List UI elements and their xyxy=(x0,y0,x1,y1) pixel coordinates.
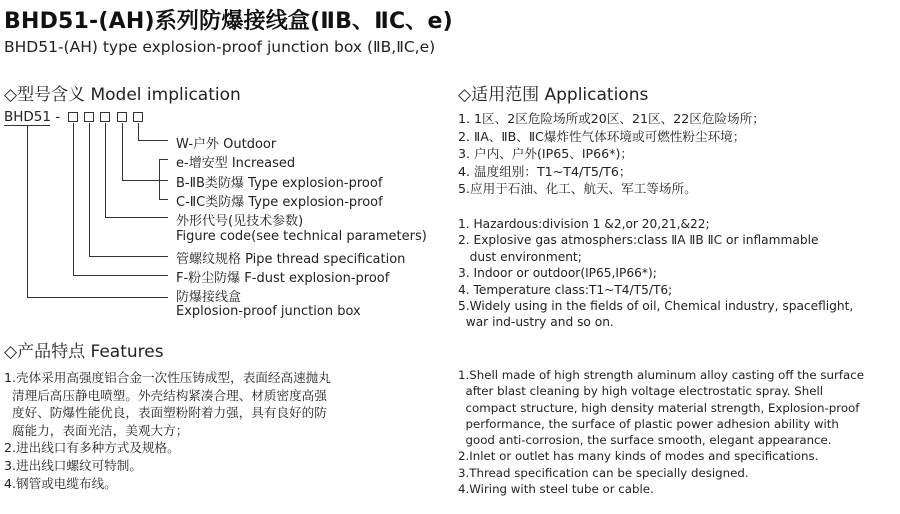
h-connector-w xyxy=(138,140,168,141)
code-box-2 xyxy=(84,112,94,122)
application-cn-line: 3. 户内、户外(IP65、IP66*)； xyxy=(458,146,633,161)
h-connector-dust xyxy=(73,275,168,276)
bracket-vertical xyxy=(159,159,160,199)
feature-en-line: 3.Thread specification can be specially designed. xyxy=(458,465,749,480)
application-en-line: 4. Temperature class:T1~T4/T5/T6; xyxy=(458,282,673,297)
model-label-iic: C-ⅡC类防爆 Type explosion-proof xyxy=(176,195,383,210)
feature-en-line: 4.Wiring with steel tube or cable. xyxy=(458,482,654,497)
applications-heading: ◇适用范围 Applications xyxy=(458,85,649,105)
applications-cn-list xyxy=(458,110,765,198)
feature-line: 2.进出线口有多种方式及规格。 xyxy=(4,440,180,456)
connector-box-3 xyxy=(105,123,106,217)
model-label-figure-en: Figure code(see technical parameters) xyxy=(176,229,427,244)
h-connector-box xyxy=(27,297,168,298)
features-list xyxy=(4,369,331,492)
application-cn-line: 1. 1区、2区危险场所或20区、21区、22区危险场所； xyxy=(458,111,765,126)
model-label-junction-en: Explosion-proof junction box xyxy=(176,304,361,319)
feature-line: 清理后高压静电喷塑。外壳结构紧凑合理、材质密度高强 xyxy=(4,387,327,403)
model-heading: ◇型号含义 Model implication xyxy=(4,85,241,105)
connector-box-4 xyxy=(122,123,123,180)
feature-en-line: performance, the surface of plastic power adhesion ability with xyxy=(458,416,839,431)
application-en-line: 5.Widely using in the fields of oil, Chemical industry, spaceflight, xyxy=(458,299,854,314)
connector-box-2 xyxy=(89,123,90,256)
h-connector-thread xyxy=(89,256,168,257)
code-box-4 xyxy=(117,112,127,122)
page-subtitle: BHD51-(AH) type explosion-proof junction box (ⅡB,ⅡC,e) xyxy=(4,38,436,56)
model-label-dust: F-粉尘防爆 F-dust explosion-proof xyxy=(176,271,390,286)
feature-line: 1.壳体采用高强度铝合金一次性压铸成型，表面经高速抛丸 xyxy=(4,370,331,385)
application-en-line: 2. Explosive gas atmosphers:class ⅡA ⅡB ⅡC or inflammable xyxy=(458,233,819,248)
application-cn-line: 4. 温度组别：T1~T4/T5/T6； xyxy=(458,163,632,179)
feature-line: 腐能力，表面光洁，美观大方； xyxy=(4,422,189,438)
application-en-line: war ind-ustry and so on. xyxy=(458,315,614,330)
feature-en-line: 1.Shell made of high strength aluminum alloy casting off the surface xyxy=(458,368,864,382)
feature-en-line: compact structure, high density material strength, Explosion-proof xyxy=(458,400,860,415)
feature-en-line: 2.Inlet or outlet has many kinds of modes and specifications. xyxy=(458,449,819,464)
code-box-3 xyxy=(100,112,110,122)
features-heading: ◇产品特点 Features xyxy=(4,342,164,362)
code-box-1 xyxy=(68,112,78,122)
model-label-junction-cn: 防爆接线盒 xyxy=(176,290,242,305)
connector-box-5 xyxy=(138,123,139,140)
h-connector-b xyxy=(122,180,168,181)
model-label-outdoor: W-户外 Outdoor xyxy=(176,137,277,152)
page-title: BHD51-(AH)系列防爆接线盒(ⅡB、ⅡC、e) xyxy=(4,9,453,34)
model-prefix: BHD51 - xyxy=(4,109,61,125)
feature-line: 度好、防爆性能优良，表面塑粉附着力强，具有良好的防 xyxy=(4,405,327,421)
h-connector-e xyxy=(159,159,168,160)
application-cn-line: 5.应用于石油、化工、航天、军工等场所。 xyxy=(458,181,697,196)
application-en-line: 3. Indoor or outdoor(IP65,IP66*); xyxy=(458,266,657,281)
model-label-iib: B-ⅡB类防爆 Type explosion-proof xyxy=(176,176,383,191)
feature-en-line: good anti-corrosion, the surface smooth, elegant appearance. xyxy=(458,433,832,448)
feature-line: 4.钢管或电缆布线。 xyxy=(4,475,117,491)
model-label-figure-cn: 外形代号(见技术参数) xyxy=(176,214,304,229)
feature-line: 3.进出线口螺纹可特制。 xyxy=(4,457,142,473)
model-label-thread: 管螺纹规格 Pipe thread specification xyxy=(176,252,406,267)
application-en-line: dust environment; xyxy=(458,249,582,264)
application-en-line: 1. Hazardous:division 1 &2,or 20,21,&22; xyxy=(458,217,710,231)
application-cn-line: 2. ⅡA、ⅡB、ⅡC爆炸性气体环境或可燃性粉尘环境； xyxy=(458,128,746,144)
connector-box-1 xyxy=(73,123,74,275)
applications-en-list xyxy=(458,216,853,331)
model-label-increased: e-增安型 Increased xyxy=(176,156,296,171)
features-en-list xyxy=(458,367,864,497)
h-connector-figure xyxy=(105,217,168,218)
connector-prefix xyxy=(27,125,28,297)
feature-en-line: after blast cleaning by high voltage electrostatic spray. Shell xyxy=(458,384,824,399)
h-connector-c xyxy=(159,199,168,200)
code-box-5 xyxy=(133,112,143,122)
